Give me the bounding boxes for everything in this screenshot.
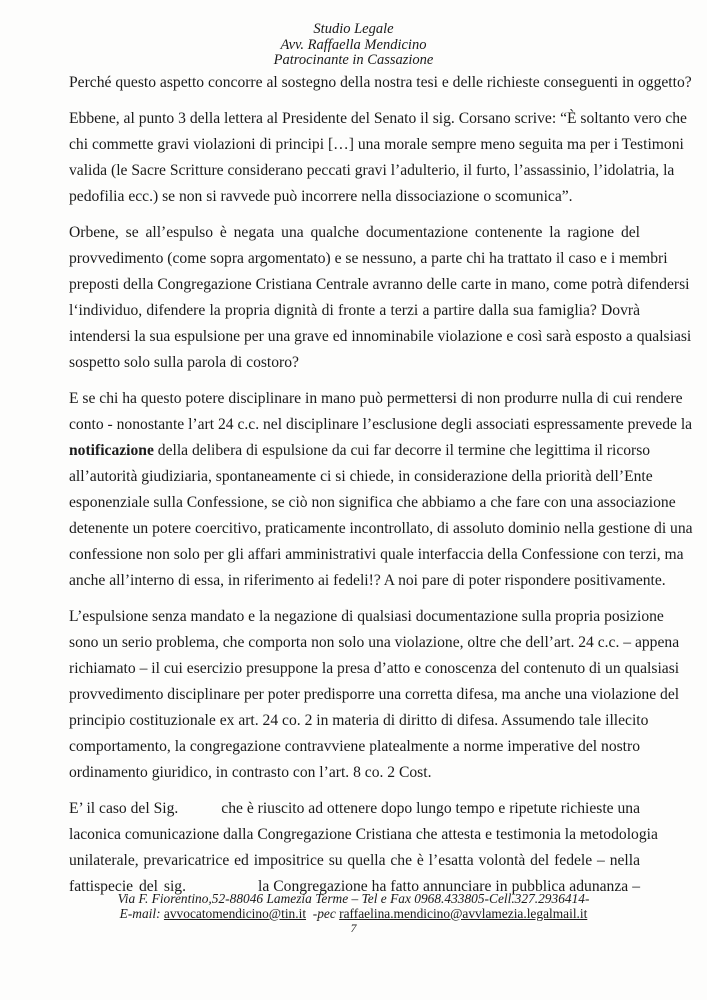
text-span: fattispecie del sig. — [69, 878, 186, 895]
paragraph — [69, 386, 693, 594]
letterhead-footer — [0, 892, 707, 936]
text-line: E se chi ha questo potere disciplinare in mano può permettersi di non produrre nulla di cui rendere — [69, 390, 683, 407]
text-line: chi commette gravi violazioni di principi […] una morale sempre meno seguita ma per i Testimoni — [69, 136, 684, 153]
page-number: 7 — [350, 921, 357, 935]
text-line: conto - nonostante l’art 24 c.c. nel disciplinare l’esclusione degli associati espressamente prevede la — [69, 416, 693, 433]
text-line: esponenziale sulla Confessione, se ciò non significa che abbiamo a che fare con una associazione — [69, 494, 676, 511]
text-line: pedofilia ecc.) se non si ravvede può incorrere nella dissociazione o scomunica”. — [69, 188, 573, 205]
text-line: sono un serio problema, che comporta non solo una violazione, oltre che dell’art. 24 c.c. – appena — [69, 634, 680, 651]
letterhead-title: Patrocinante in Cassazione — [273, 52, 434, 68]
email-link[interactable]: avvocatomendicino@tin.it — [163, 905, 307, 921]
paragraph — [69, 796, 658, 900]
text-span: della delibera di espulsione da cui far decorre il termine che legittima il ricorso — [157, 442, 651, 459]
letterhead-lawyer: Avv. Raffaella Mendicino — [280, 36, 427, 53]
text-line: provvedimento disciplinare per poter predisporre una corretta difesa, ma anche una violazione del — [69, 686, 680, 703]
text-line: preposti della Congregazione Cristiana Centrale avranno delle carte in mano, come potrà difendersi — [69, 276, 690, 293]
paragraph — [69, 604, 680, 786]
text-line: Ebbene, al punto 3 della lettera al Presidente del Senato il sig. Corsano scrive: “È soltanto vero che — [69, 110, 687, 127]
text-line — [69, 438, 651, 464]
pec-label: -pec — [312, 905, 336, 921]
text-line: all’autorità giudiziaria, spontaneamente ci si chiede, in considerazione della priorità dell’Ente — [69, 468, 653, 485]
bold-term: notificazione — [69, 442, 154, 459]
text-span: la Congregazione ha fatto annunciare in pubblica adunanza – — [258, 878, 640, 895]
letterhead-firm: Studio Legale — [313, 21, 394, 37]
text-line: l‘individuo, difendere la propria dignità di fronte a terzi a partire dalla sua famiglia? Dovrà — [69, 302, 640, 319]
text-line: unilaterale, prevaricatrice ed impositrice su quella che è l’esatta volontà del fedele – nella — [69, 852, 640, 869]
text-line: anche all’interno di essa, in riferimento ai fedeli!? A noi pare di poter rispondere positivamente. — [69, 572, 666, 589]
text-line: Orbene, se all’espulso è negata una qualche documentazione contenente la ragione del — [69, 224, 640, 241]
footer-address: Via F. Fiorentino,52-88046 Lamezia Terme – Tel e Fax 0968.433805-Cell.327.2936414- — [117, 891, 590, 906]
text-line: confessione non solo per gli affari amministrativi quale interfaccia della Confessione con terzi, ma — [69, 546, 684, 563]
text-line: L’espulsione senza mandato e la negazione di qualsiasi documentazione sulla propria posizione — [69, 608, 664, 625]
text-line: richiamato – il cui esercizio presuppone la presa d’atto e conoscenza del contenuto di un qualsiasi — [69, 660, 680, 677]
text-line: Perché questo aspetto concorre al sostegno della nostra tesi e delle richieste conseguenti in oggetto? — [69, 74, 692, 91]
text-line: comportamento, la congregazione contravviene platealmente a norme imperative del nostro — [69, 738, 640, 755]
text-line — [69, 796, 640, 822]
text-span: che è riuscito ad ottenere dopo lungo tempo e ripetute richieste una — [221, 800, 640, 817]
footer-contacts — [0, 907, 707, 922]
text-line: detenente un potere coercitivo, praticamente incontrollato, di assoluto dominio nella gestione di una — [69, 520, 693, 537]
text-line: principio costituzionale ex art. 24 co. 2 in materia di diritto di difesa. Assumendo tale illecito — [69, 712, 649, 729]
pec-email-link[interactable]: raffaelina.mendicino@avvlamezia.legalmail.it — [339, 905, 588, 921]
redacted-name-gap — [178, 796, 221, 822]
paragraph — [69, 106, 687, 210]
text-line: laconica comunicazione dalla Congregazione Cristiana che attesta e testimonia la metodologia — [69, 826, 658, 843]
text-line: sospetto solo sulla parola di costoro? — [69, 354, 299, 371]
letterhead — [0, 22, 707, 69]
text-span: E’ il caso del Sig. — [69, 800, 179, 817]
document-body — [69, 70, 693, 900]
email-label: E-mail: — [119, 905, 161, 921]
paragraph — [69, 70, 692, 96]
paragraph — [69, 220, 692, 376]
text-line: valida (le Sacre Scritture considerano peccati gravi l’adulterio, il furto, l’assassinio, l’idolatria, la — [69, 162, 675, 179]
text-line: provvedimento (come sopra argomentato) e se nessuno, a parte chi ha trattato il caso e i membri — [69, 250, 668, 267]
text-line: ordinamento giuridico, in contrasto con l’art. 8 co. 2 Cost. — [69, 764, 432, 781]
text-line: intendersi la sua espulsione per una grave ed innominabile violazione e così sarà esposto a qualsiasi — [69, 328, 692, 345]
